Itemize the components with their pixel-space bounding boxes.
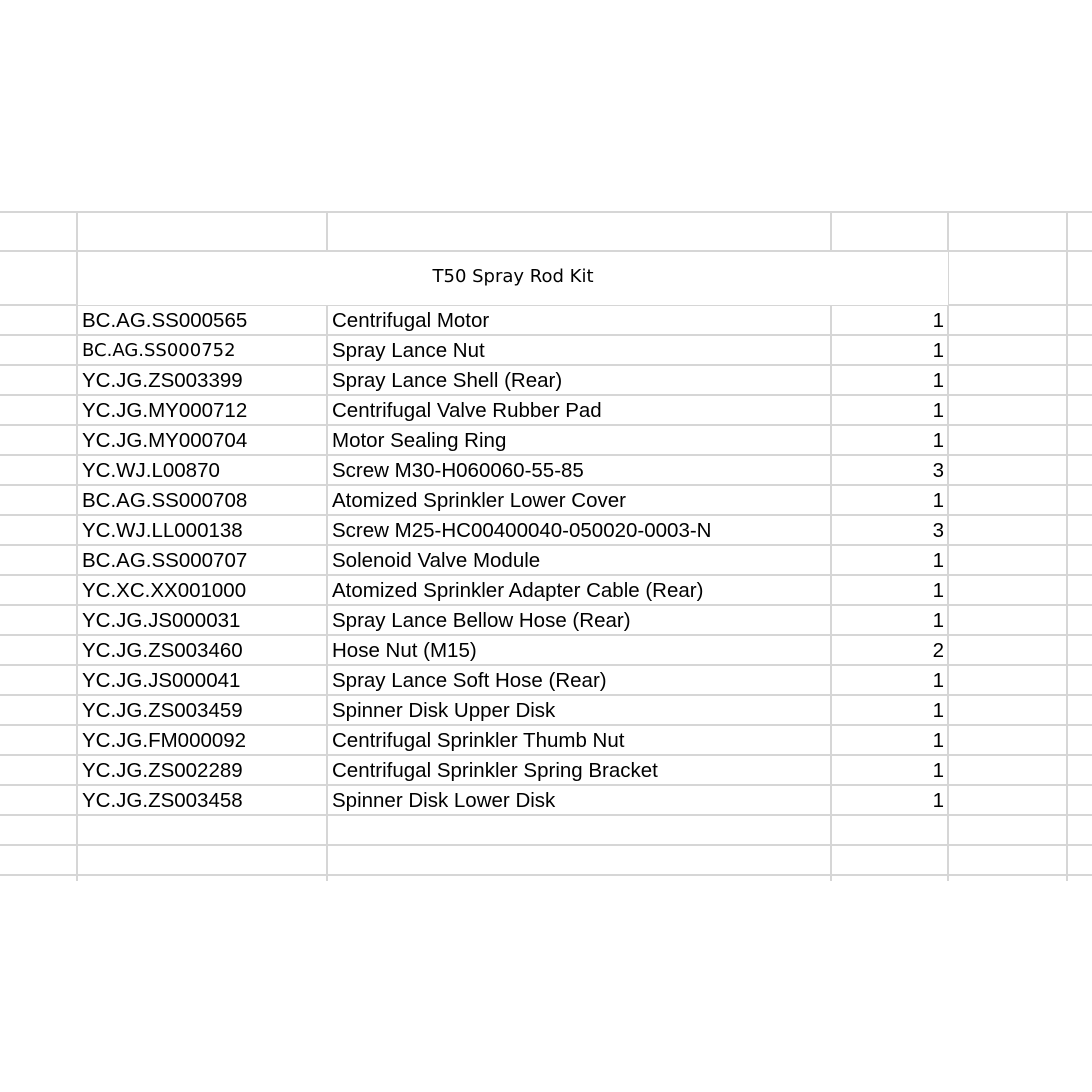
- part-name-cell[interactable]: Hose Nut (M15): [332, 639, 477, 662]
- table-row: [0, 696, 1092, 726]
- spreadsheet-grid: [0, 211, 1092, 881]
- table-row: [0, 636, 1092, 666]
- quantity-cell[interactable]: 1: [932, 729, 944, 752]
- part-code-cell[interactable]: BC.AG.SS000708: [82, 489, 248, 512]
- quantity-cell[interactable]: 1: [932, 429, 944, 452]
- table-row: [0, 426, 1092, 456]
- part-code-cell[interactable]: YC.JG.MY000704: [82, 429, 248, 452]
- part-code-cell[interactable]: YC.JG.ZS002289: [82, 759, 243, 782]
- table-row: [0, 546, 1092, 576]
- table-row: [0, 756, 1092, 786]
- quantity-cell[interactable]: 1: [932, 669, 944, 692]
- part-code-cell[interactable]: YC.JG.ZS003459: [82, 699, 243, 722]
- quantity-cell[interactable]: 1: [932, 789, 944, 812]
- part-code-cell[interactable]: YC.XC.XX001000: [82, 579, 247, 602]
- table-row: [0, 606, 1092, 636]
- part-code-cell[interactable]: BC.AG.SS000707: [82, 549, 248, 572]
- part-name-cell[interactable]: Spray Lance Nut: [332, 339, 485, 362]
- part-name-cell[interactable]: Spinner Disk Lower Disk: [332, 789, 556, 812]
- part-code-cell[interactable]: YC.JG.ZS003458: [82, 789, 243, 812]
- quantity-cell[interactable]: 1: [932, 579, 944, 602]
- part-code-cell[interactable]: YC.JG.ZS003460: [82, 639, 243, 662]
- grid-column-line: [830, 211, 832, 252]
- quantity-cell[interactable]: 1: [932, 399, 944, 422]
- quantity-cell[interactable]: 1: [932, 309, 944, 332]
- part-name-cell[interactable]: Spray Lance Shell (Rear): [332, 369, 563, 392]
- part-code-cell[interactable]: YC.WJ.LL000138: [82, 519, 243, 542]
- quantity-cell[interactable]: 1: [932, 549, 944, 572]
- part-name-cell[interactable]: Centrifugal Sprinkler Spring Bracket: [332, 759, 658, 782]
- part-code-cell[interactable]: YC.JG.JS000031: [82, 609, 241, 632]
- quantity-cell[interactable]: 1: [932, 489, 944, 512]
- grid-row-line: [0, 211, 1092, 213]
- table-row: [0, 666, 1092, 696]
- part-name-cell[interactable]: Screw M25-HC00400040-050020-0003-N: [332, 519, 712, 542]
- table-row: [0, 576, 1092, 606]
- table-row: [0, 456, 1092, 486]
- part-name-cell[interactable]: Motor Sealing Ring: [332, 429, 507, 452]
- part-code-cell[interactable]: YC.JG.MY000712: [82, 399, 248, 422]
- table-row: [0, 366, 1092, 396]
- part-name-cell[interactable]: Solenoid Valve Module: [332, 549, 541, 572]
- part-name-cell[interactable]: Atomized Sprinkler Adapter Cable (Rear): [332, 579, 704, 602]
- quantity-cell[interactable]: 1: [932, 339, 944, 362]
- part-name-cell[interactable]: Centrifugal Valve Rubber Pad: [332, 399, 602, 422]
- part-name-cell[interactable]: Centrifugal Sprinkler Thumb Nut: [332, 729, 625, 752]
- quantity-cell[interactable]: 1: [932, 699, 944, 722]
- table-row: [0, 396, 1092, 426]
- table-row: [0, 726, 1092, 756]
- part-name-cell[interactable]: Screw M30-H060060-55-85: [332, 459, 584, 482]
- merged-title-cell[interactable]: T50 Spray Rod Kit: [78, 252, 948, 305]
- table-row: [0, 786, 1092, 816]
- part-code-cell[interactable]: YC.JG.JS000041: [82, 669, 241, 692]
- part-code-cell[interactable]: BC.AG.SS000752: [82, 340, 236, 361]
- quantity-cell[interactable]: 2: [932, 639, 944, 662]
- part-code-cell[interactable]: YC.JG.ZS003399: [82, 369, 243, 392]
- table-row: [0, 306, 1092, 336]
- part-code-cell[interactable]: YC.WJ.L00870: [82, 459, 220, 482]
- quantity-cell[interactable]: 1: [932, 609, 944, 632]
- table-row: [0, 516, 1092, 546]
- part-name-cell[interactable]: Spray Lance Soft Hose (Rear): [332, 669, 607, 692]
- grid-row-line: [0, 844, 1092, 846]
- part-code-cell[interactable]: BC.AG.SS000565: [82, 309, 248, 332]
- part-name-cell[interactable]: Spinner Disk Upper Disk: [332, 699, 556, 722]
- quantity-cell[interactable]: 3: [932, 459, 944, 482]
- quantity-cell[interactable]: 3: [932, 519, 944, 542]
- part-name-cell[interactable]: Spray Lance Bellow Hose (Rear): [332, 609, 631, 632]
- table-row: [0, 486, 1092, 516]
- table-row: [0, 336, 1092, 366]
- quantity-cell[interactable]: 1: [932, 759, 944, 782]
- part-name-cell[interactable]: Atomized Sprinkler Lower Cover: [332, 489, 626, 512]
- grid-row-line: [0, 874, 1092, 876]
- part-code-cell[interactable]: YC.JG.FM000092: [82, 729, 247, 752]
- quantity-cell[interactable]: 1: [932, 369, 944, 392]
- part-name-cell[interactable]: Centrifugal Motor: [332, 309, 490, 332]
